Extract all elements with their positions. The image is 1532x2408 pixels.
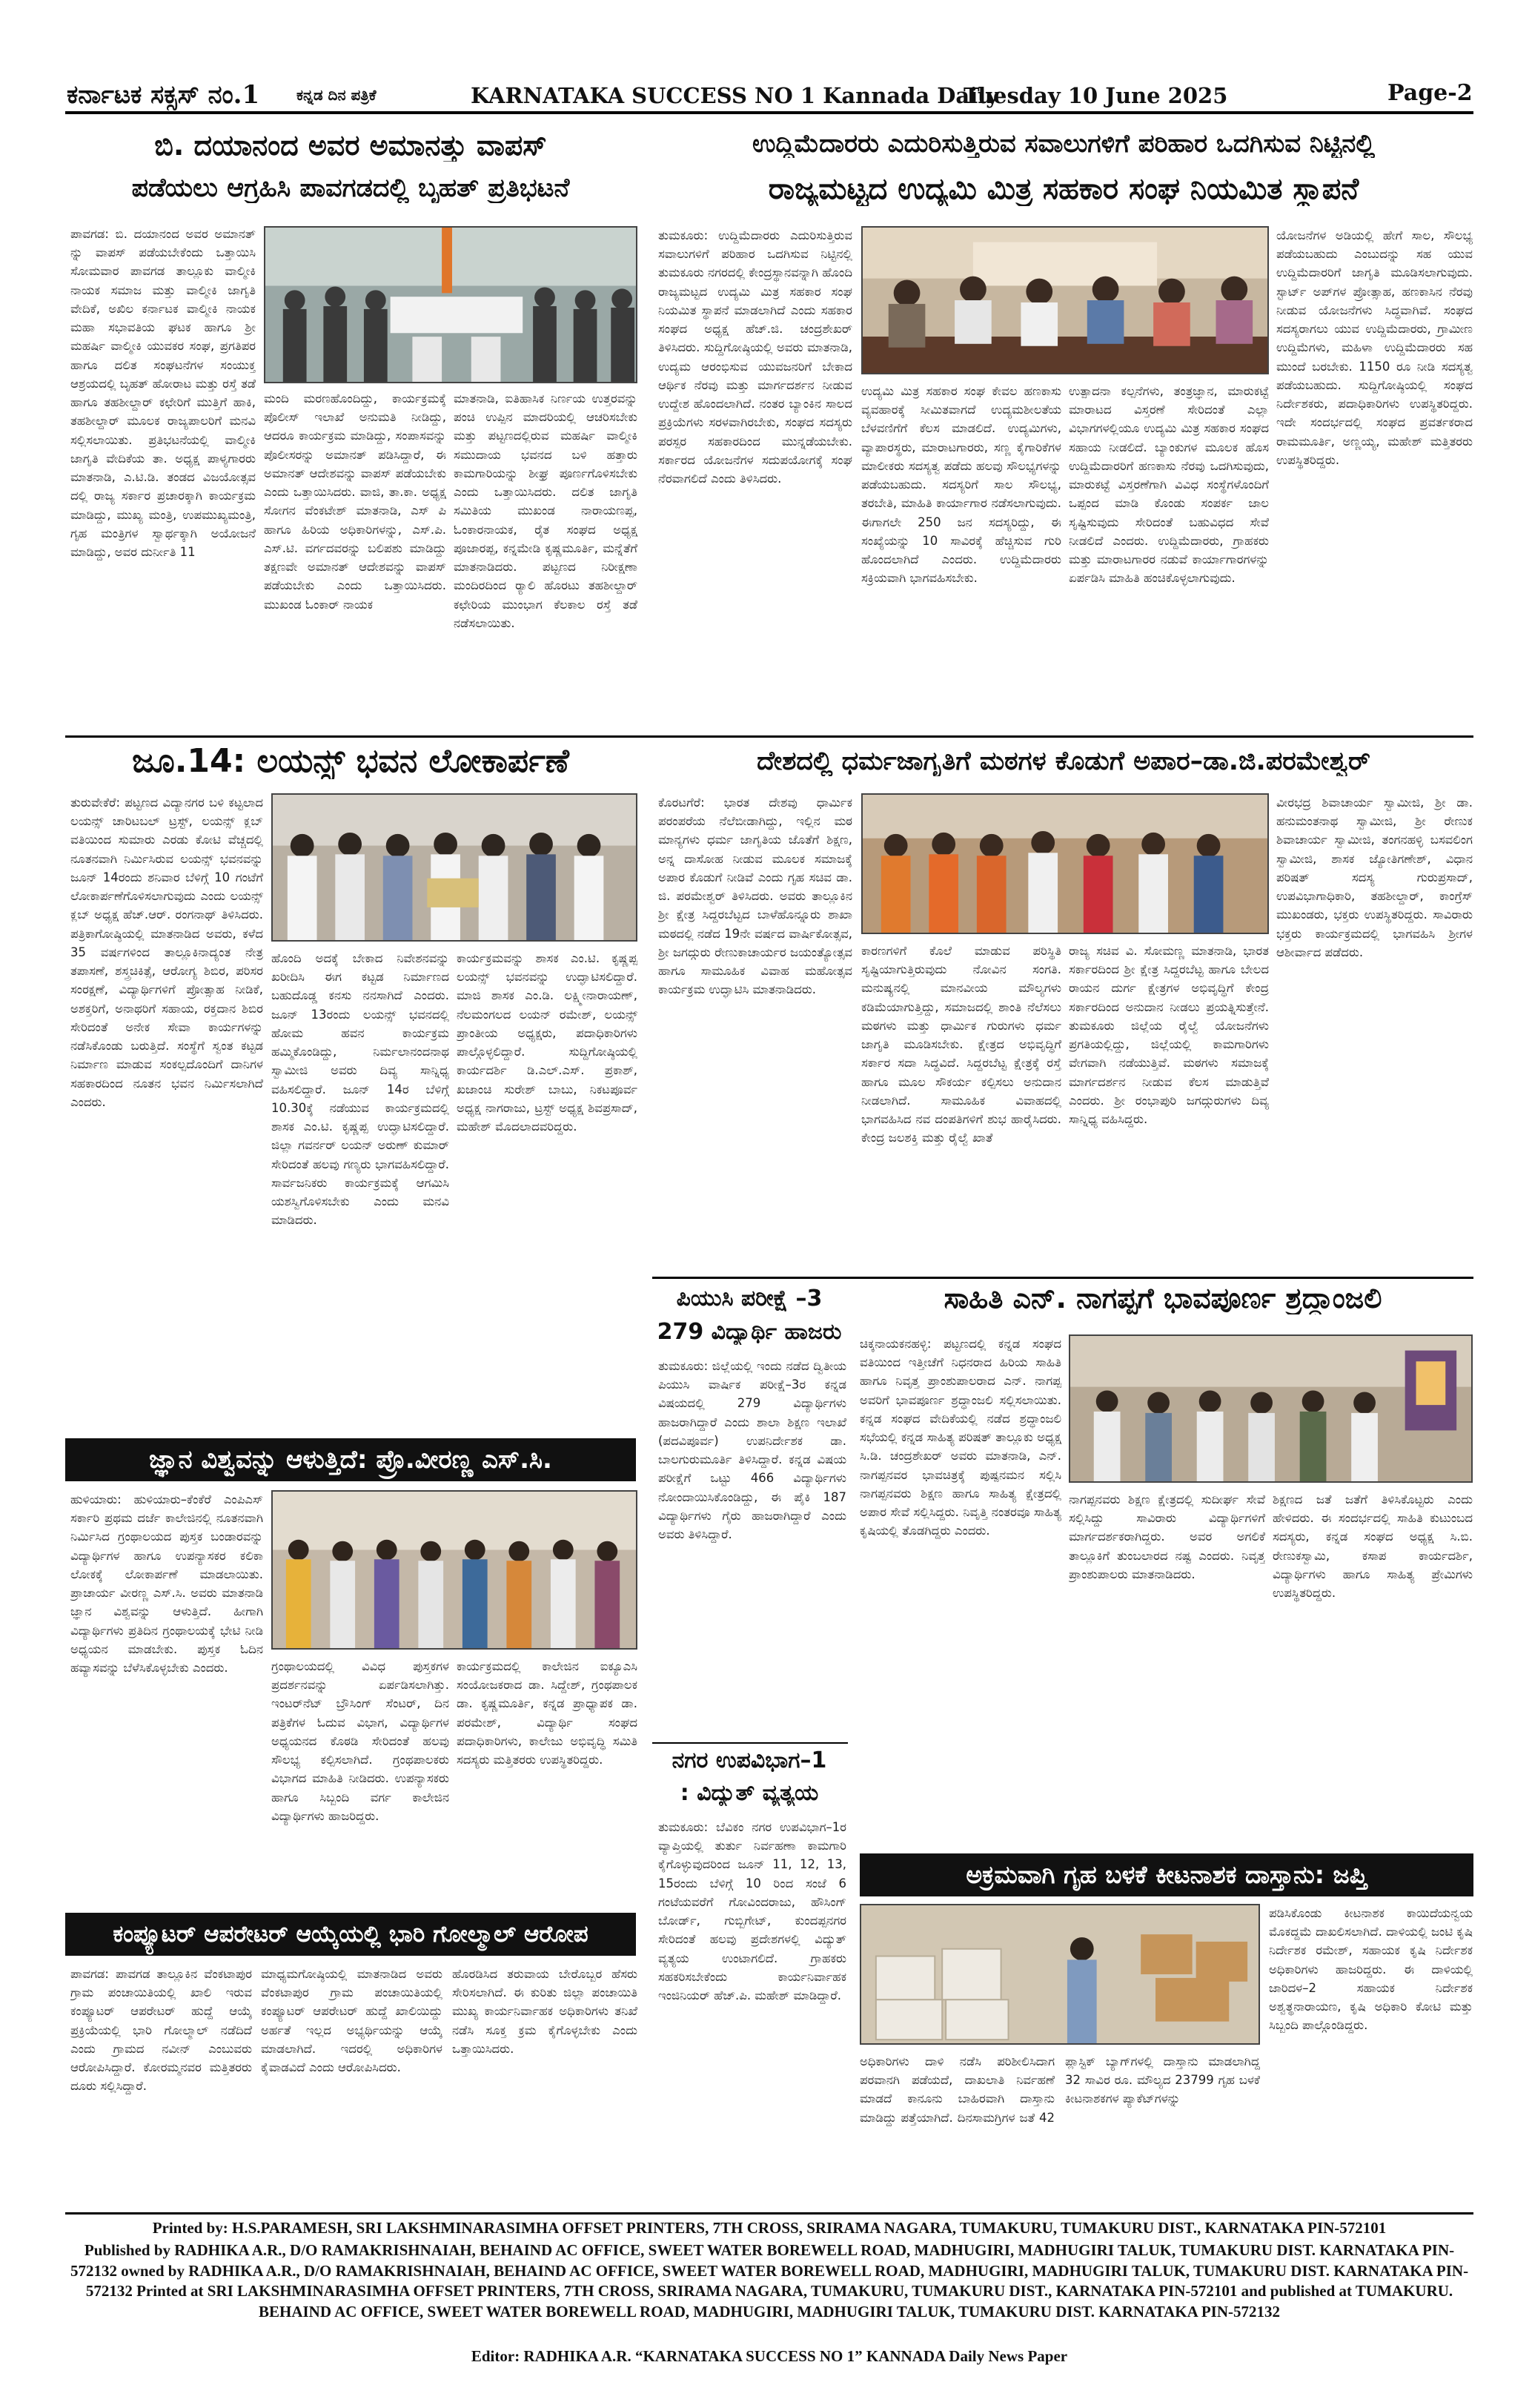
story4-text-col3: ರಾಜ್ಯ ಸಚಿವ ವಿ. ಸೋಮಣ್ಣ ಮಾತನಾಡಿ, ಭಾರತ ಸರ್ಕಾರದಿಂದ ಶ್ರೀ ಕ್ಷೇತ್ರ ಸಿದ್ದರಬೆಟ್ಟ ಹಾಗೂ ಬೇಲದ ರಾಯನ ದುರ್ಗ ಕ್ಷೇತ್ರಗಳ ಅಭಿವೃದ್ಧಿಗೆ ಕೇಂದ್ರ ಸರ್ಕಾರದಿಂದ ಅನುದಾನ ನೀಡಲು ಪ್ರಯತ್ನಿಸುತ್ತೇನೆ. ತುಮಕೂರು ಜಿಲ್ಲೆಯ ರೈಲ್ವೆ ಯೋಜನೆಗಳು ಪ್ರಗತಿಯಲ್ಲಿದ್ದು, ಜಿಲ್ಲೆಯಲ್ಲಿ ಕಾಮಗಾರಿಗಳು ವೇಗವಾಗಿ ನಡೆಯುತ್ತಿವೆ. ಮಠಗಳು ಸಮಾಜಕ್ಕೆ ಮಾರ್ಗದರ್ಶನ ನೀಡುವ ಕೆಲಸ ಮಾಡುತ್ತಿವೆ ಎಂದರು. ಶ್ರೀ ರಂಭಾಪುರಿ ಜಗದ್ಗುರುಗಳು ದಿವ್ಯ ಸಾನ್ನಿಧ್ಯ ವಹಿಸಿದ್ದರು. <box>1069 944 1269 1127</box>
footer-editor-line: Editor: RADHIKA A.R. “KARNATAKA SUCCESS NO 1” KANNADA Daily News Paper <box>471 2347 1068 2365</box>
footer-publisher-lines: Published by RADHIKA A.R., D/O RAMAKRISHNAIAH, BEHAIND AC OFFICE, SWEET WATER BOREWELL ROAD, MADHUGIRI, MADHUGIRI TALUK, TUMAKURU DIST. KARNATAKA PIN-572132 owned by RADHIKA A.R., D/O RAMAKRISHNAIAH, BEHAIND AC OFFICE, SWEET WATER BOREWELL ROAD, MADHUGIRI, MADHUGIRI TALUK, TUMAKURU DIST. KARNATAKA PIN-572132 Printed at SRI LAKSHMINARASIMHA OFFSET PRINTERS, 7TH CROSS, SRIRAMA NAGARA, TUMAKURU, TUMAKURU DIST., KARNATAKA PIN-572101 and published at TUMAKURU. BEHAIND AC OFFICE, SWEET WATER BOREWELL ROAD, MADHUGIRI, MADHUGIRI TALUK, TUMAKURU DIST. KARNATAKA PIN-572132 <box>70 2241 1469 2321</box>
story7-text: ತುಮಕೂರು: ಜಿಲ್ಲೆಯಲ್ಲಿ ಇಂದು ನಡೆದ ದ್ವಿತೀಯ ಪಿಯುಸಿ ವಾರ್ಷಿಕ ಪರೀಕ್ಷೆ–3ರ ಕನ್ನಡ ವಿಷಯದಲ್ಲಿ 279 ವಿದ್ಯಾರ್ಥಿಗಳು ಹಾಜರಾಗಿದ್ದಾರೆ ಎಂದು ಶಾಲಾ ಶಿಕ್ಷಣ ಇಲಾಖೆ (ಪದವಿಪೂರ್ವ) ಉಪನಿರ್ದೇಶಕ ಡಾ. ಬಾಲಗುರುಮೂರ್ತಿ ತಿಳಿಸಿದ್ದಾರೆ. ಕನ್ನಡ ವಿಷಯ ಪರೀಕ್ಷೆಗೆ ಒಟ್ಟು 466 ವಿದ್ಯಾರ್ಥಿಗಳು ನೋಂದಾಯಿಸಿಕೊಂಡಿದ್ದು, ಈ ಪೈಕಿ 187 ವಿದ್ಯಾರ್ಥಿಗಳು ಗೈರು ಹಾಜರಾಗಿದ್ದಾರೆ ಎಂದು ಅವರು ತಿಳಿಸಿದ್ದಾರೆ. <box>658 1359 846 1542</box>
story8-top-rule <box>652 1742 848 1744</box>
masthead-title-kn: ಕರ್ನಾಟಕ ಸಕ್ಸಸ್ ನಂ.1 <box>67 80 260 110</box>
story1-headline-line1: ಬಿ. ದಯಾನಂದ ಅವರ ಅಮಾನತ್ತು ವಾಪಸ್ <box>154 130 547 162</box>
story3-lions-photo <box>271 793 637 942</box>
story3-text-col1: ತುರುವೇಕೆರೆ: ಪಟ್ಟಣದ ವಿದ್ಯಾನಗರ ಬಳಿ ಕಟ್ಟಲಾದ ಲಯನ್ಸ್ ಚಾರಿಟಬಲ್ ಟ್ರಸ್ಟ್, ಲಯನ್ಸ್ ಕ್ಲಬ್ ವತಿಯಿಂದ ಸುಮಾರು ಎರಡು ಕೋಟಿ ವೆಚ್ಚದಲ್ಲಿ ನೂತನವಾಗಿ ನಿರ್ಮಿಸಿರುವ ಲಯನ್ಸ್ ಭವನವನ್ನು ಜೂನ್ 14ರಂದು ಶನಿವಾರ ಬೆಳಿಗ್ಗೆ 10 ಗಂಟೆಗೆ ಲೋಕಾರ್ಪಣೆಗೊಳಿಸಲಾಗುವುದು ಎಂದು ಲಯನ್ಸ್ ಕ್ಲಬ್ ಅಧ್ಯಕ್ಷ ಹೆಚ್.ಆರ್. ರಂಗನಾಥ್ ತಿಳಿಸಿದರು. ಪತ್ರಿಕಾಗೋಷ್ಠಿಯಲ್ಲಿ ಮಾತನಾಡಿದ ಅವರು, ಕಳೆದ 35 ವರ್ಷಗಳಿಂದ ತಾಲ್ಲೂಕಿನಾದ್ಯಂತ ನೇತ್ರ ತಪಾಸಣೆ, ಶಸ್ತ್ರಚಿಕಿತ್ಸೆ, ಆರೋಗ್ಯ ಶಿಬಿರ, ಪರಿಸರ ಸಂರಕ್ಷಣೆ, ವಿದ್ಯಾರ್ಥಿಗಳಿಗೆ ಪ್ರೋತ್ಸಾಹ ನೀಡಿಕೆ, ಅಶಕ್ತರಿಗೆ, ಅನಾಥರಿಗೆ ಸಹಾಯ, ರಕ್ತದಾನ ಶಿಬಿರ ಸೇರಿದಂತೆ ಅನೇಕ ಸೇವಾ ಕಾರ್ಯಗಳನ್ನು ನಡೆಸಿಕೊಂಡು ಬರುತ್ತಿದೆ. ಸಂಸ್ಥೆಗೆ ಸ್ವಂತ ಕಟ್ಟಡ ನಿರ್ಮಾಣ ಮಾಡುವ ಸಂಕಲ್ಪದೊಂದಿಗೆ ದಾನಿಗಳ ಸಹಕಾರದಿಂದ ನೂತನ ಭವನ ನಿರ್ಮಿಸಲಾಗಿದೆ ಎಂದರು. <box>70 796 263 1109</box>
story5-headline: ಜ್ಞಾನ ವಿಶ್ವವನ್ನು ಆಳುತ್ತಿದೆ: ಪ್ರೊ.ವೀರಣ್ಣ ಎಸ್.ಸಿ. <box>65 1438 636 1481</box>
story2-press-photo <box>861 226 1269 374</box>
story8-headline-line1: ನಗರ ಉಪವಿಭಾಗ–1 <box>672 1748 827 1773</box>
story8-text: ತುಮಕೂರು: ಬೆವಿಕಂ ನಗರ ಉಪವಿಭಾಗ–1ರ ವ್ಯಾಪ್ತಿಯಲ್ಲಿ ತುರ್ತು ನಿರ್ವಹಣಾ ಕಾಮಗಾರಿ ಕೈಗೊಳ್ಳುವುದರಿಂದ ಜೂನ್ 11, 12, 13, 15ರಂದು ಬೆಳಿಗ್ಗೆ 10 ರಿಂದ ಸಂಜೆ 6 ಗಂಟೆಯವರೆಗೆ ಗೋವಿಂದರಾಜು, ಹೌಸಿಂಗ್ ಬೋರ್ಡ್, ಗುಬ್ಬಿಗೇಟ್, ಕುಂದಪ್ಪನಗರ ಸೇರಿದಂತೆ ಹಲವು ಪ್ರದೇಶಗಳಲ್ಲಿ ವಿದ್ಯುತ್ ವ್ಯತ್ಯಯ ಉಂಟಾಗಲಿದೆ. ಗ್ರಾಹಕರು ಸಹಕರಿಸಬೇಕೆಂದು ಕಾರ್ಯನಿರ್ವಾಹಕ ಇಂಜಿನಿಯರ್ ಹೆಚ್.ಪಿ. ಮಹೇಶ್ ಮಾಡಿದ್ದಾರೆ. <box>658 1820 846 2003</box>
story7-headline-line1: ಪಿಯುಸಿ ಪರೀಕ್ಷೆ –3 <box>676 1286 823 1312</box>
story9-text-col2: ನಾಗಪ್ಪನವರು ಶಿಕ್ಷಣ ಕ್ಷೇತ್ರದಲ್ಲಿ ಸುದೀರ್ಘ ಸೇವೆ ಸಲ್ಲಿಸಿದ್ದು ಸಾವಿರಾರು ವಿದ್ಯಾರ್ಥಿಗಳಿಗೆ ಮಾರ್ಗದರ್ಶಕರಾಗಿದ್ದರು. ಅವರ ಅಗಲಿಕೆ ತಾಲ್ಲೂಕಿಗೆ ತುಂಬಲಾರದ ನಷ್ಟ ಎಂದರು. ನಿವೃತ್ತ ಪ್ರಾಂಶುಪಾಲರು ಮಾತನಾಡಿದರು. <box>1069 1492 1265 1581</box>
story6-text-col2: ಮಾಧ್ಯಮಗೋಷ್ಠಿಯಲ್ಲಿ ಮಾತನಾಡಿದ ಅವರು ವೆಂಕಟಾಪುರ ಗ್ರಾಮ ಪಂಚಾಯಿತಿಯಲ್ಲಿ ಕಂಪ್ಯೂಟರ್ ಆಪರೇಟರ್ ಹುದ್ದೆ ಖಾಲಿಯಿದ್ದು ಅರ್ಹತೆ ಇಲ್ಲದ ಅಭ್ಯರ್ಥಿಯನ್ನು ಆಯ್ಕೆ ಮಾಡಲಾಗಿದೆ. ಇದರಲ್ಲಿ ಅಧಿಕಾರಿಗಳ ಕೈವಾಡವಿದೆ ಎಂದು ಆರೋಪಿಸಿದರು. <box>261 1967 442 2075</box>
footer-printer-line: Printed by: H.S.PARAMESH, SRI LAKSHMINARASIMHA OFFSET PRINTERS, 7TH CROSS, SRIRAMA NAGARA, TUMAKURU, TUMAKURU DIST., KARNATAKA PIN-572101 <box>152 2219 1387 2237</box>
story1-text-col1: ಪಾವಗಡ: ಬಿ. ದಯಾನಂದ ಅವರ ಅಮಾನತ್ ನ್ನು ವಾಪಸ್ ಪಡೆಯಬೇಕೆಂದು ಒತ್ತಾಯಿಸಿ ಸೋಮವಾರ ಪಾವಗಡ ತಾಲ್ಲೂಕು ವಾಲ್ಮೀಕಿ ನಾಯಕ ಸಮಾಜ ಮತ್ತು ವಾಲ್ಮೀಕಿ ಜಾಗೃತಿ ವೇದಿಕೆ, ಅಖಿಲ ಕರ್ನಾಟಕ ವಾಲ್ಮೀಕಿ ನಾಯಕ ಮಹಾ ಸಭಾವತಿಯ ಘಟಕ ಹಾಗೂ ಶ್ರೀ ಮಹರ್ಷಿ ವಾಲ್ಮೀಕಿ ಯುವಕರ ಸಂಘ, ಪ್ರಗತಿಪರ ಹಾಗೂ ದಲಿತ ಸಂಘಟನೆಗಳ ಸಂಯುಕ್ತ ಆಶ್ರಯದಲ್ಲಿ ಬೃಹತ್ ಹೋರಾಟ ಮತ್ತು ರಸ್ತೆ ತಡೆ ಹಾಗೂ ತಹಶೀಲ್ದಾರ್ ಕಛೇರಿಗೆ ಮುತ್ತಿಗೆ ಹಾಕಿ, ತಹಶೀಲ್ದಾರ್ ಮೂಲಕ ರಾಜ್ಯಪಾಲರಿಗೆ ಮನವಿ ಸಲ್ಲಿಸಲಾಯಿತು. ಪ್ರತಿಭಟನೆಯಲ್ಲಿ ವಾಲ್ಮೀಕಿ ಜಾಗೃತಿ ವೇದಿಕೆಯ ತಾ. ಅಧ್ಯಕ್ಷ ಪಾಳ್ಯಗಾರರು ಮಾತನಾಡಿ, ಎ.ಟಿ.ಡಿ. ತಂಡದ ವಿಜಯೋತ್ಸವ ದಲ್ಲಿ ರಾಜ್ಯ ಸರ್ಕಾರ ಪ್ರಚಾರಕ್ಕಾಗಿ ಕಾರ್ಯಕ್ರಮ ಮಾಡಿದ್ದು, ಮುಖ್ಯ ಮಂತ್ರಿ, ಉಪಮುಖ್ಯಮಂತ್ರಿ, ಗೃಹ ಮಂತ್ರಿಗಳ ಸ್ವಾರ್ಥಕ್ಕಾಗಿ ಅಯೋಜನೆ ಮಾಡಿದ್ದು, ಅವರ ದುರ್ನೀತಿ 11 <box>70 227 256 559</box>
story4-headline: ದೇಶದಲ್ಲಿ ಧರ್ಮಜಾಗೃತಿಗೆ ಮಠಗಳ ಕೊಡುಗೆ ಅಪಾರ–ಡಾ.ಜಿ.ಪರಮೇಶ್ವರ್ <box>757 747 1370 776</box>
press-meet-photo-image <box>863 228 1267 373</box>
story2-text-col2: ಉದ್ಯಮಿ ಮಿತ್ರ ಸಹಕಾರ ಸಂಘ ಕೇವಲ ಹಣಕಾಸು ವ್ಯವಹಾರಕ್ಕೆ ಸೀಮಿತವಾಗದೆ ಉದ್ಯಮಶೀಲತೆಯ ಬೆಳವಣಿಗೆಗೆ ಕೆಲಸ ಮಾಡಲಿದೆ. ಉದ್ಯಮಿಗಳು, ವ್ಯಾಪಾರಸ್ಥರು, ಮಾರಾಟಗಾರರು, ಸಣ್ಣ ಕೈಗಾರಿಕೆಗಳ ಮಾಲೀಕರು ಸದಸ್ಯತ್ವ ಪಡೆದು ಹಲವು ಸೌಲಭ್ಯಗಳನ್ನು ಪಡೆಯಬಹುದು. ಸದಸ್ಯರಿಗೆ ಸಾಲ ಸೌಲಭ್ಯ, ತರಬೇತಿ, ಮಾಹಿತಿ ಕಾರ್ಯಾಗಾರ ನಡೆಸಲಾಗುವುದು. ಈಗಾಗಲೇ 250 ಜನ ಸದಸ್ಯರಿದ್ದು, ಈ ಸಂಖ್ಯೆಯನ್ನು 10 ಸಾವಿರಕ್ಕೆ ಹೆಚ್ಚಿಸುವ ಗುರಿ ಹೊಂದಲಾಗಿದೆ ಎಂದರು. ಉದ್ದಿಮೆದಾರರು ಸಕ್ರಿಯವಾಗಿ ಭಾಗವಹಿಸಬೇಕು. <box>861 384 1061 586</box>
story2-headline-line2: ರಾಜ್ಯಮಟ್ಟದ ಉದ್ಯಮಿ ಮಿತ್ರ ಸಹಕಾರ ಸಂಘ ನಿಯಮಿತ ಸ್ಥಾಪನೆ <box>768 173 1359 206</box>
story6-text-col3: ಹೊರಡಿಸಿದ ತರುವಾಯ ಬೇರೊಬ್ಬರ ಹೆಸರು ಸೇರಿಸಲಾಗಿದೆ. ಈ ಕುರಿತು ಜಿಲ್ಲಾ ಪಂಚಾಯಿತಿ ಮುಖ್ಯ ಕಾರ್ಯನಿರ್ವಾಹಕ ಅಧಿಕಾರಿಗಳು ತನಿಖೆ ನಡೆಸಿ ಸೂಕ್ತ ಕ್ರಮ ಕೈಗೊಳ್ಳಬೇಕು ಎಂದು ಒತ್ತಾಯಿಸಿದರು. <box>452 1967 637 2056</box>
story4-text-col1: ಕೊರಟಗೆರೆ: ಭಾರತ ದೇಶವು ಧಾರ್ಮಿಕ ಪರಂಪರೆಯ ನೆಲೆಬೀಡಾಗಿದ್ದು, ಇಲ್ಲಿನ ಮಠ ಮಾನ್ಯಗಳು ಧರ್ಮ ಜಾಗೃತಿಯ ಜೊತೆಗೆ ಶಿಕ್ಷಣ, ಅನ್ನ ದಾಸೋಹ ನೀಡುವ ಮೂಲಕ ಸಮಾಜಕ್ಕೆ ಅಪಾರ ಕೊಡುಗೆ ನೀಡಿವೆ ಎಂದು ಗೃಹ ಸಚಿವ ಡಾ. ಜಿ. ಪರಮೇಶ್ವರ್ ತಿಳಿಸಿದರು. ಅವರು ತಾಲ್ಲೂಕಿನ ಶ್ರೀ ಕ್ಷೇತ್ರ ಸಿದ್ದರಬೆಟ್ಟದ ಬಾಳೆಹೊನ್ನೂರು ಶಾಖಾ ಮಠದಲ್ಲಿ ನಡೆದ 19ನೇ ವರ್ಷದ ವಾರ್ಷಿಕೋತ್ಸವ, ಶ್ರೀ ಜಗದ್ಗುರು ರೇಣುಕಾಚಾರ್ಯರ ಜಯಂತ್ಯೋತ್ಸವ ಹಾಗೂ ಸಾಮೂಹಿಕ ವಿವಾಹ ಮಹೋತ್ಸವ ಕಾರ್ಯಕ್ರಮ ಉದ್ಘಾಟಿಸಿ ಮಾತನಾಡಿದರು. <box>658 796 852 997</box>
protest-photo-image <box>265 228 636 382</box>
story9-text-col1: ಚಿಕ್ಕನಾಯಕನಹಳ್ಳಿ: ಪಟ್ಟಣದಲ್ಲಿ ಕನ್ನಡ ಸಂಘದ ವತಿಯಿಂದ ಇತ್ತೀಚೆಗೆ ನಿಧನರಾದ ಹಿರಿಯ ಸಾಹಿತಿ ಹಾಗೂ ನಿವೃತ್ತ ಪ್ರಾಂಶುಪಾಲರಾದ ಎನ್. ನಾಗಪ್ಪ ಅವರಿಗೆ ಭಾವಪೂರ್ಣ ಶ್ರದ್ಧಾಂಜಲಿ ಸಲ್ಲಿಸಲಾಯಿತು. ಕನ್ನಡ ಸಂಘದ ವೇದಿಕೆಯಲ್ಲಿ ನಡೆದ ಶ್ರದ್ಧಾಂಜಲಿ ಸಭೆಯಲ್ಲಿ ಕನ್ನಡ ಸಾಹಿತ್ಯ ಪರಿಷತ್ ತಾಲ್ಲೂಕು ಅಧ್ಯಕ್ಷ ಸಿ.ಡಿ. ಚಂದ್ರಶೇಖರ್ ಅವರು ಮಾತನಾಡಿ, ಎನ್. ನಾಗಪ್ಪನವರ ಭಾವಚಿತ್ರಕ್ಕೆ ಪುಷ್ಪನಮನ ಸಲ್ಲಿಸಿ ನಾಗಪ್ಪನವರು ಶಿಕ್ಷಣ ಹಾಗೂ ಸಾಹಿತ್ಯ ಕ್ಷೇತ್ರದಲ್ಲಿ ಅಪಾರ ಸೇವೆ ಸಲ್ಲಿಸಿದ್ದರು. ನಿವೃತ್ತಿ ನಂತರವೂ ಸಾಹಿತ್ಯ ಕೃಷಿಯಲ್ಲಿ ತೊಡಗಿದ್ದರು ಎಂದರು. <box>860 1337 1061 1538</box>
story1-text-col3: ಮಾತನಾಡಿ, ಐತಿಹಾಸಿಕ ನಿರ್ಣಯ ಉತ್ತರವನ್ನು ಪಂಚಿ ಉಪ್ಪಿನ ಮಾದರಿಯಲ್ಲಿ ಆಚರಿಸಬೇಕು ಮತ್ತು ಪಟ್ಟಣದಲ್ಲಿರುವ ಮಹರ್ಷಿ ವಾಲ್ಮೀಕಿ ಸಮುದಾಯ ಭವನದ ಬಳಿ ಹತ್ತಾರು ಕಾಮಗಾರಿಯನ್ನು ಶೀಘ್ರ ಪೂರ್ಣಗೊಳಿಸಬೇಕು ಎಂದು ಒತ್ತಾಯಿಸಿದರು. ದಲಿತ ಜಾಗೃತಿ ಸಮಿತಿಯ ಮುಖಂಡ ನಾರಾಯಣಪ್ಪ, ಓಂಕಾರನಾಯಕ, ರೈತ ಸಂಘದ ಅಧ್ಯಕ್ಷ ಪೂಜಾರಪ್ಪ, ಕನ್ನಮೇಡಿ ಕೃಷ್ಣಮೂರ್ತಿ, ಮನ್ನೆತೆಗೆ ಮಾತನಾಡಿದರು. ಪಟ್ಟಣದ ನಿರೀಕ್ಷಣಾ ಮಂದಿರದಿಂದ ರ‍್ಯಾಲಿ ಹೊರಟು ತಹಶೀಲ್ದಾರ್ ಕಛೇರಿಯ ಮುಂಭಾಗ ಕೆಲಕಾಲ ರಸ್ತೆ ತಡೆ ನಡೆಸಲಾಯಿತು. <box>454 391 637 630</box>
story10-text-col2: ಅಧಿಕಾರಿಗಳು ದಾಳಿ ನಡೆಸಿ ಪರಿಶೀಲಿಸಿದಾಗ ಪರವಾನಗಿ ಪಡೆಯದೆ, ದಾಖಲಾತಿ ನಿರ್ವಹಣೆ ಮಾಡದೆ ಕಾನೂನು ಬಾಹಿರವಾಗಿ ದಾಸ್ತಾನು ಮಾಡಿದ್ದು ಪತ್ತೆಯಾಗಿದೆ. ದಿನಸಾಮಗ್ರಿಗಳ ಜತೆ 42 ಪ್ಲಾಸ್ಟಿಕ್ ಬ್ಯಾಗ್‌ಗಳಲ್ಲಿ ದಾಸ್ತಾನು ಮಾಡಲಾಗಿದ್ದ 32 ಸಾವಿರ ರೂ. ಮೌಲ್ಯದ 23799 ಗೃಹ ಬಳಕೆ ಕೀಟನಾಶಕಗಳ ಪ್ಯಾಕೆಟ್‌ಗಳನ್ನು <box>860 2054 1260 2125</box>
story1-protest-photo <box>264 226 637 383</box>
story10-headline: ಅಕ್ರಮವಾಗಿ ಗೃಹ ಬಳಕೆ ಕೀಟನಾಶಕ ದಾಸ್ತಾನು: ಜಪ್ತಿ <box>860 1853 1473 1896</box>
lions-photo-image <box>273 795 636 940</box>
story9-headline: ಸಾಹಿತಿ ಎನ್. ನಾಗಪ್ಪಗೆ ಭಾವಪೂರ್ಣ ಶ್ರದ್ಧಾಂಜಲಿ <box>944 1283 1382 1314</box>
story4-bottom-rule <box>652 1277 1473 1279</box>
math-event-photo-image <box>863 795 1267 933</box>
story9-text-col3: ಶಿಕ್ಷಣದ ಜತೆ ಜತೆಗೆ ತಿಳಿಸಿಕೊಟ್ಟರು ಎಂದು ಹೇಳಿದರು. ಈ ಸಂದರ್ಭದಲ್ಲಿ ಸಾಹಿತಿ ಕುಟುಂಬದ ಸದಸ್ಯರು, ಕನ್ನಡ ಸಂಘದ ಅಧ್ಯಕ್ಷ ಸಿ.ಬಿ. ರೇಣುಕಸ್ವಾಮಿ, ಕಸಾಪ ಕಾರ್ಯದರ್ಶಿ, ವಿದ್ಯಾರ್ಥಿಗಳು ಹಾಗೂ ಸಾಹಿತ್ಯ ಪ್ರೇಮಿಗಳು ಉಪಸ್ಥಿತರಿದ್ದರು. <box>1273 1492 1473 1601</box>
story2-headline-line1: ಉದ್ದಿಮೆದಾರರು ಎದುರಿಸುತ್ತಿರುವ ಸವಾಲುಗಳಿಗೆ ಪರಿಹಾರ ಒದಗಿಸುವ ನಿಟ್ಟಿನಲ್ಲಿ <box>752 130 1376 159</box>
masthead-rule <box>65 111 1473 114</box>
story5-library-photo <box>271 1490 637 1650</box>
masthead-subtitle-kn: ಕನ್ನಡ ದಿನ ಪತ್ರಿಕೆ <box>296 86 377 104</box>
story5-text-col1: ಹುಳಿಯಾರು: ಹುಳಿಯಾರು–ಕೆಂಕೆರೆ ಎಂಪಿಎಸ್ ಸರ್ಕಾರಿ ಪ್ರಥಮ ದರ್ಜೆ ಕಾಲೇಜಿನಲ್ಲಿ ನೂತನವಾಗಿ ನಿರ್ಮಿಸಿದ ಗ್ರಂಥಾಲಯದ ಪುಸ್ತಕ ಬಂಡಾರವನ್ನು ವಿದ್ಯಾರ್ಥಿಗಳ ಹಾಗೂ ಉಪನ್ಯಾಸಕರ ಕಲಿಕಾ ಲೋಕಕ್ಕೆ ಲೋಕಾರ್ಪಣೆ ಮಾಡಲಾಯಿತು. ಪ್ರಾಚಾರ್ಯ ವೀರಣ್ಣ ಎಸ್.ಸಿ. ಅವರು ಮಾತನಾಡಿ ಜ್ಞಾನ ವಿಶ್ವವನ್ನು ಆಳುತ್ತಿದೆ. ಹೀಗಾಗಿ ವಿದ್ಯಾರ್ಥಿಗಳು ಪ್ರತಿದಿನ ಗ್ರಂಥಾಲಯಕ್ಕೆ ಭೇಟಿ ನೀಡಿ ಅಧ್ಯಯನ ಮಾಡಬೇಕು. ಪುಸ್ತಕ ಓದಿನ ಹವ್ಯಾಸವನ್ನು ಬೆಳೆಸಿಕೊಳ್ಳಬೇಕು ಎಂದರು. <box>70 1492 263 1676</box>
story5-text-col3: ಕಾರ್ಯಕ್ರಮದಲ್ಲಿ ಕಾಲೇಜಿನ ಐಕ್ಯೂಎಸಿ ಸಂಯೋಜಕರಾದ ಡಾ. ಸಿದ್ದೇಶ್, ಗ್ರಂಥಪಾಲಕ ಡಾ. ಕೃಷ್ಣಮೂರ್ತಿ, ಕನ್ನಡ ಪ್ರಾಧ್ಯಾಪಕ ಡಾ. ಪರಮೇಶ್, ವಿದ್ಯಾರ್ಥಿ ಸಂಘದ ಪದಾಧಿಕಾರಿಗಳು, ಕಾಲೇಜು ಅಭಿವೃದ್ಧಿ ಸಮಿತಿ ಸದಸ್ಯರು ಮತ್ತಿತರರು ಉಪಸ್ಥಿತರಿದ್ದರು. <box>457 1659 637 1767</box>
story6-headline: ಕಂಪ್ಯೂಟರ್ ಆಪರೇಟರ್ ಆಯ್ಕೆಯಲ್ಲಿ ಭಾರಿ ಗೋಲ್ಮಾಲ್ ಆರೋಪ <box>65 1913 636 1956</box>
story3-text-col3: ಕಾರ್ಯಕ್ರಮವನ್ನು ಶಾಸಕ ಎಂ.ಟಿ. ಕೃಷ್ಣಪ್ಪ ಲಯನ್ಸ್ ಭವನವನ್ನು ಉದ್ಘಾಟಿಸಲಿದ್ದಾರೆ. ಮಾಜಿ ಶಾಸಕ ಎಂ.ಡಿ. ಲಕ್ಷ್ಮೀನಾರಾಯಣ್, ನೆಲಮಂಗಲದ ಲಯನ್ ರಮೇಶ್, ಲಯನ್ಸ್ ಪ್ರಾಂತೀಯ ಅಧ್ಯಕ್ಷರು, ಪದಾಧಿಕಾರಿಗಳು ಪಾಲ್ಗೊಳ್ಳಲಿದ್ದಾರೆ. ಸುದ್ದಿಗೋಷ್ಠಿಯಲ್ಲಿ ಕಾರ್ಯದರ್ಶಿ ಡಿ.ಎಲ್.ಎಸ್. ಪ್ರಕಾಶ್, ಖಜಾಂಚಿ ಸುರೇಶ್ ಬಾಬು, ನಿಕಟಪೂರ್ವ ಅಧ್ಯಕ್ಷ ನಾಗರಾಜು, ಟ್ರಸ್ಟ್ ಅಧ್ಯಕ್ಷ ಶಿವಪ್ರಸಾದ್, ಮಹೇಶ್ ಮೊದಲಾದವರಿದ್ದರು. <box>457 951 637 1134</box>
story7-headline-line2: 279 ವಿದ್ಯಾರ್ಥಿ ಹಾಜರು <box>657 1320 842 1345</box>
story2-text-col4: ಯೋಜನೆಗಳ ಅಡಿಯಲ್ಲಿ ಹೇಗೆ ಸಾಲ, ಸೌಲಭ್ಯ ಪಡೆಯಬಹುದು ಎಂಬುದನ್ನು ಸಹ ಯುವ ಉದ್ದಿಮೆದಾರರಿಗೆ ಜಾಗೃತಿ ಮೂಡಿಸಲಾಗುವುದು. ಸ್ಟಾರ್ಟ್ ಅಪ್‌ಗಳ ಪ್ರೋತ್ಸಾಹ, ಹಣಕಾಸಿನ ನೆರವು ನೀಡುವ ಯೋಜನೆಗಳು ಸಿದ್ಧವಾಗಿವೆ. ಸಂಘದ ಸದಸ್ಯರಾಗಲು ಯುವ ಉದ್ದಿಮೆದಾರರು, ಗ್ರಾಮೀಣ ಉದ್ದಿಮೆಗಳು, ಮಹಿಳಾ ಉದ್ದಿಮೆದಾರರು ಸಹ ಮುಂದೆ ಬರಬೇಕು. 1150 ರೂ ನೀಡಿ ಸದಸ್ಯತ್ವ ಪಡೆಯಬಹುದು. ಸುದ್ದಿಗೋಷ್ಠಿಯಲ್ಲಿ ಸಂಘದ ನಿರ್ದೇಶಕರು, ಪದಾಧಿಕಾರಿಗಳು ಉಪಸ್ಥಿತರಿದ್ದರು. ಇದೇ ಸಂದರ್ಭದಲ್ಲಿ ಸಂಘದ ಪ್ರವರ್ತಕರಾದ ರಾಮಮೂರ್ತಿ, ಅಣ್ಣಯ್ಯ, ಮಹೇಶ್ ಮತ್ತಿತರರು ಉಪಸ್ಥಿತರಿದ್ದರು. <box>1276 228 1473 467</box>
story4-math-photo <box>861 793 1269 934</box>
story8-headline-line2: : ವಿದ್ಯುತ್ ವ್ಯತ್ಯಯ <box>680 1781 819 1806</box>
story10-seizure-photo <box>860 1904 1260 2045</box>
story5-text-col2: ಗ್ರಂಥಾಲಯದಲ್ಲಿ ವಿವಿಧ ಪುಸ್ತಕಗಳ ಪ್ರದರ್ಶನವನ್ನು ಏರ್ಪಡಿಸಲಾಗಿತ್ತು. ಇಂಟರ್‌ನೆಟ್ ಬ್ರೌಸಿಂಗ್ ಸೆಂಟರ್, ದಿನ ಪತ್ರಿಕೆಗಳ ಓದುವ ವಿಭಾಗ, ವಿದ್ಯಾರ್ಥಿಗಳ ಅಧ್ಯಯನದ ಕೊಠಡಿ ಸೇರಿದಂತೆ ಹಲವು ಸೌಲಭ್ಯ ಕಲ್ಪಿಸಲಾಗಿದೆ. ಗ್ರಂಥಪಾಲಕರು ವಿಭಾಗದ ಮಾಹಿತಿ ನೀಡಿದರು. ಉಪನ್ಯಾಸಕರು ಹಾಗೂ ಸಿಬ್ಬಂದಿ ವರ್ಗ ಕಾಲೇಜಿನ ವಿದ್ಯಾರ್ಥಿಗಳು ಹಾಜರಿದ್ದರು. <box>271 1659 449 1823</box>
story1-text-col2: ಮಂದಿ ಮರಣಹೊಂದಿದ್ದು, ಕಾರ್ಯಕ್ರಮಕ್ಕೆ ಪೊಲೀಸ್ ಇಲಾಖೆ ಅನುಮತಿ ನೀಡಿದ್ದು, ಆದರೂ ಕಾರ್ಯಕ್ರಮ ಮಾಡಿದ್ದು, ಸಂಪಾಸವನ್ನು ಪೊಲೀಸರನ್ನು ಅಮಾನತ್ ಪಡಿಸಿದ್ದಾರೆ, ಈ ಅಮಾನತ್ ಆದೇಶವನ್ನು ವಾಪಸ್ ಪಡೆಯಬೇಕು ಎಂದು ಒತ್ತಾಯಿಸಿದರು. ವಾಜಿ, ತಾ.ಕಾ. ಅಧ್ಯಕ್ಷ ಸೋಗನ ವೆಂಕಟೇಶ್ ಮಾತನಾಡಿ, ಎಸ್ ಪಿ ಹಾಗೂ ಹಿರಿಯ ಅಧಿಕಾರಿಗಳನ್ನು, ಎಸ್.ಪಿ. ಎಸ್.ಟಿ. ವರ್ಗದವರನ್ನು ಬಲಿಪಶು ಮಾಡಿದ್ದು ತಕ್ಷಣವೇ ಅಮಾನತ್ ಆದೇಶವನ್ನು ವಾಪಸ್ ಪಡೆಯಬೇಕು ಎಂದು ಒತ್ತಾಯಿಸಿದರು. ಮುಖಂಡ ಓಂಕಾರ್ ನಾಯಕ <box>264 391 446 612</box>
story3-headline: ಜೂ.14: ಲಯನ್ಸ್ ಭವನ ಲೋಕಾರ್ಪಣೆ <box>132 743 569 780</box>
masthead-page-number: Page-2 <box>1387 80 1473 106</box>
story4-text-col4: ವೀರಭದ್ರ ಶಿವಾಚಾರ್ಯ ಸ್ವಾಮೀಜಿ, ಶ್ರೀ ಡಾ. ಹನುಮಂತನಾಥ ಸ್ವಾಮೀಜಿ, ಶ್ರೀ ರೇಣುಕ ಶಿವಾಚಾರ್ಯ ಸ್ವಾಮೀಜಿ, ತಂಗನಹಳ್ಳಿ ಬಸವಲಿಂಗ ಸ್ವಾಮೀಜಿ, ಶಾಸಕ ಜ್ಯೋತಿಗಣೇಶ್, ವಿಧಾನ ಪರಿಷತ್ ಸದಸ್ಯ ಗುರುಪ್ರಸಾದ್, ಉಪವಿಭಾಗಾಧಿಕಾರಿ, ತಹಶೀಲ್ದಾರ್, ಕಾಂಗ್ರೆಸ್ ಮುಖಂಡರು, ಭಕ್ತರು ಉಪಸ್ಥಿತರಿದ್ದರು. ಸಾವಿರಾರು ಭಕ್ತರು ಕಾರ್ಯಕ್ರಮದಲ್ಲಿ ಭಾಗವಹಿಸಿ ಶ್ರೀಗಳ ಆಶೀರ್ವಾದ ಪಡೆದರು. <box>1276 796 1473 959</box>
tribute-photo-image <box>1070 1336 1471 1481</box>
seizure-photo-image <box>861 1905 1259 2043</box>
story2-text-col3: ಉತ್ಪಾದನಾ ಕಲ್ಪನೆಗಳು, ತಂತ್ರಜ್ಞಾನ, ಮಾರುಕಟ್ಟೆ ಮಾರಾಟದ ವಿಸ್ತರಣೆ ಸೇರಿದಂತೆ ಎಲ್ಲಾ ವಿಭಾಗಗಳಲ್ಲಿಯೂ ಉದ್ಯಮಿ ಮಿತ್ರ ಸಹಕಾರ ಸಂಘದ ಸಹಾಯ ನೀಡಲಿದೆ. ಬ್ಯಾಂಕುಗಳ ಮೂಲಕ ಹೊಸ ಉದ್ದಿಮೆದಾರರಿಗೆ ಹಣಕಾಸು ನೆರವು ಒದಗಿಸುವುದು, ಮಾರುಕಟ್ಟೆ ವಿಸ್ತರಣೆಗಾಗಿ ವಿವಿಧ ಸಂಸ್ಥೆಗಳೊಂದಿಗೆ ಒಪ್ಪಂದ ಮಾಡಿ ಕೊಂಡು ಸಂಪರ್ಕ ಜಾಲ ಸೃಷ್ಟಿಸುವುದು ಸೇರಿದಂತೆ ಬಹುವಿಧದ ಸೇವೆ ನೀಡಲಿದೆ ಎಂದರು. ಉದ್ದಿಮೆದಾರರು, ಗ್ರಾಹಕರು ಮತ್ತು ಮಾರಾಟಗಾರರ ನಡುವೆ ಕಾರ್ಯಾಗಾರಗಳನ್ನು ಏರ್ಪಡಿಸಿ ಮಾಹಿತಿ ಹಂಚಿಕೊಳ್ಳಲಾಗುವುದು. <box>1069 384 1269 586</box>
row1-divider <box>65 735 1473 738</box>
footer-top-rule <box>65 2212 1473 2214</box>
story2-text-col1: ತುಮಕೂರು: ಉದ್ದಿಮೆದಾರರು ಎದುರಿಸುತ್ತಿರುವ ಸವಾಲುಗಳಿಗೆ ಪರಿಹಾರ ಒದಗಿಸುವ ನಿಟ್ಟಿನಲ್ಲಿ ತುಮಕೂರು ನಗರದಲ್ಲಿ ಕೇಂದ್ರಸ್ಥಾನವನ್ನಾಗಿ ಹೊಂದಿ ರಾಜ್ಯಮಟ್ಟದ ಉದ್ಯಮಿ ಮಿತ್ರ ಸಹಕಾರ ಸಂಘ ನಿಯಮಿತ ಸ್ಥಾಪನೆ ಮಾಡಲಾಗಿದೆ ಎಂದು ಸಹಕಾರ ಸಂಘದ ಅಧ್ಯಕ್ಷ ಹೆಚ್.ಜಿ. ಚಂದ್ರಶೇಖರ್ ತಿಳಿಸಿದರು. ಸುದ್ದಿಗೋಷ್ಠಿಯಲ್ಲಿ ಅವರು ಮಾತನಾಡಿ, ಉದ್ಯಮ ಆರಂಭಿಸುವ ಯುವಜನರಿಗೆ ಬೇಕಾದ ಆರ್ಥಿಕ ನೆರವು ಮತ್ತು ಮಾರ್ಗದರ್ಶನ ನೀಡುವ ಉದ್ದೇಶ ಹೊಂದಲಾಗಿದೆ. ನಂತರ ಬ್ಯಾಂಕಿನ ಸಾಲದ ಪ್ರಕ್ರಿಯೆಗಳು ಸರಳವಾಗಿರಬೇಕು, ಸಂಘದ ಸದಸ್ಯರು ಪರಸ್ಪರ ಸಹಕಾರದಿಂದ ಮುನ್ನಡೆಯಬೇಕು. ಸರ್ಕಾರದ ಯೋಜನೆಗಳ ಸದುಪಯೋಗಕ್ಕೆ ಸಂಘ ನೆರವಾಗಲಿದೆ ಎಂದು ತಿಳಿಸಿದರು. <box>658 228 852 486</box>
masthead-title-en: KARNATAKA SUCCESS NO 1 Kannada Daily <box>471 83 999 108</box>
story9-tribute-photo <box>1069 1334 1473 1483</box>
masthead-date: Tuesday 10 June 2025 <box>964 83 1228 108</box>
library-photo-image <box>273 1492 636 1648</box>
story1-headline-line2: ಪಡೆಯಲು ಆಗ್ರಹಿಸಿ ಪಾವಗಡದಲ್ಲಿ ಬೃಹತ್ ಪ್ರತಿಭಟನೆ <box>131 174 570 203</box>
story3-text-col2: ಹೊಂದಿ ಅದಕ್ಕೆ ಬೇಕಾದ ನಿವೇಶನವನ್ನು ಖರೀದಿಸಿ ಈಗ ಕಟ್ಟಡ ನಿರ್ಮಾಣದ ಬಹುದೊಡ್ಡ ಕನಸು ನನಸಾಗಿದೆ ಎಂದರು. ಜೂನ್ 13ರಂದು ಲಯನ್ಸ್ ಭವನದಲ್ಲಿ ಹೋಮ ಹವನ ಕಾರ್ಯಕ್ರಮ ಹಮ್ಮಿಕೊಂಡಿದ್ದು, ನಿರ್ಮಲಾನಂದನಾಥ ಸ್ವಾಮೀಜಿ ಅವರು ದಿವ್ಯ ಸಾನ್ನಿಧ್ಯ ವಹಿಸಲಿದ್ದಾರೆ. ಜೂನ್ 14ರ ಬೆಳಿಗ್ಗೆ 10.30ಕ್ಕೆ ನಡೆಯುವ ಕಾರ್ಯಕ್ರಮದಲ್ಲಿ ಶಾಸಕ ಎಂ.ಟಿ. ಕೃಷ್ಣಪ್ಪ ಉದ್ಘಾಟಿಸಲಿದ್ದಾರೆ. ಜಿಲ್ಲಾ ಗವರ್ನರ್ ಲಯನ್ ಅರುಣ್ ಕುಮಾರ್ ಸೇರಿದಂತೆ ಹಲವು ಗಣ್ಯರು ಭಾಗವಹಿಸಲಿದ್ದಾರೆ. ಸಾರ್ವಜನಿಕರು ಕಾರ್ಯಕ್ರಮಕ್ಕೆ ಆಗಮಿಸಿ ಯಶಸ್ವಿಗೊಳಿಸಬೇಕು ಎಂದು ಮನವಿ ಮಾಡಿದರು. <box>271 951 449 1228</box>
story10-text-col3: ಪಡಿಸಿಕೊಂಡು ಕೀಟನಾಶಕ ಕಾಯಿದೆಯನ್ವಯ ಮೊಕದ್ದಮೆ ದಾಖಲಿಸಲಾಗಿದೆ. ದಾಳಿಯಲ್ಲಿ ಜಂಟಿ ಕೃಷಿ ನಿರ್ದೇಶಕ ರಮೇಶ್, ಸಹಾಯಕ ಕೃಷಿ ನಿರ್ದೇಶಕ ಅಧಿಕಾರಿಗಳು ಹಾಜರಿದ್ದರು. ಈ ದಾಳಿಯಲ್ಲಿ ಜಾರಿದಳ–2 ಸಹಾಯಕ ನಿರ್ದೇಶಕ ಅಶ್ವತ್ಥನಾರಾಯಣ, ಕೃಷಿ ಅಧಿಕಾರಿ ಕೋಟಿ ಮತ್ತು ಸಿಬ್ಬಂದಿ ಪಾಲ್ಗೊಂಡಿದ್ದರು. <box>1269 1906 1473 2033</box>
story6-text-col1: ಪಾವಗಡ: ಪಾವಗಡ ತಾಲ್ಲೂಕಿನ ವೆಂಕಟಾಪುರ ಗ್ರಾಮ ಪಂಚಾಯಿತಿಯಲ್ಲಿ ಖಾಲಿ ಇರುವ ಕಂಪ್ಯೂಟರ್ ಆಪರೇಟರ್ ಹುದ್ದೆ ಆಯ್ಕೆ ಪ್ರಕ್ರಿಯೆಯಲ್ಲಿ ಭಾರಿ ಗೋಲ್ಮಾಲ್ ನಡೆದಿದೆ ಎಂದು ಗ್ರಾಮದ ನವೀನ್ ಎಂಬುವರು ಆರೋಪಿಸಿದ್ದಾರೆ. ಕೋರಮ್ಮನವರ ಮತ್ತಿತರರು ದೂರು ಸಲ್ಲಿಸಿದ್ದಾರೆ. <box>70 1967 252 2094</box>
story4-text-col2: ಕಾರಣಗಳಿಗೆ ಕೊಲೆ ಮಾಡುವ ಪರಿಸ್ಥಿತಿ ಸೃಷ್ಟಿಯಾಗುತ್ತಿರುವುದು ನೋವಿನ ಸಂಗತಿ. ಮನುಷ್ಯನಲ್ಲಿ ಮಾನವೀಯ ಮೌಲ್ಯಗಳು ಕಡಿಮೆಯಾಗುತ್ತಿದ್ದು, ಸಮಾಜದಲ್ಲಿ ಶಾಂತಿ ನೆಲೆಸಲು ಮಠಗಳು ಮತ್ತು ಧಾರ್ಮಿಕ ಗುರುಗಳು ಧರ್ಮ ಜಾಗೃತಿ ಮೂಡಿಸಬೇಕು. ಕ್ಷೇತ್ರದ ಅಭಿವೃದ್ಧಿಗೆ ಸರ್ಕಾರ ಸದಾ ಸಿದ್ಧವಿದೆ. ಸಿದ್ದರಬೆಟ್ಟ ಕ್ಷೇತ್ರಕ್ಕೆ ರಸ್ತೆ ಹಾಗೂ ಮೂಲ ಸೌಕರ್ಯ ಕಲ್ಪಿಸಲು ಅನುದಾನ ನೀಡಲಾಗಿದೆ. ಸಾಮೂಹಿಕ ವಿವಾಹದಲ್ಲಿ ಭಾಗವಹಿಸಿದ ನವ ದಂಪತಿಗಳಿಗೆ ಶುಭ ಹಾರೈಸಿದರು. ಕೇಂದ್ರ ಜಲಶಕ್ತಿ ಮತ್ತು ರೈಲ್ವೆ ಖಾತೆ <box>861 944 1061 1145</box>
